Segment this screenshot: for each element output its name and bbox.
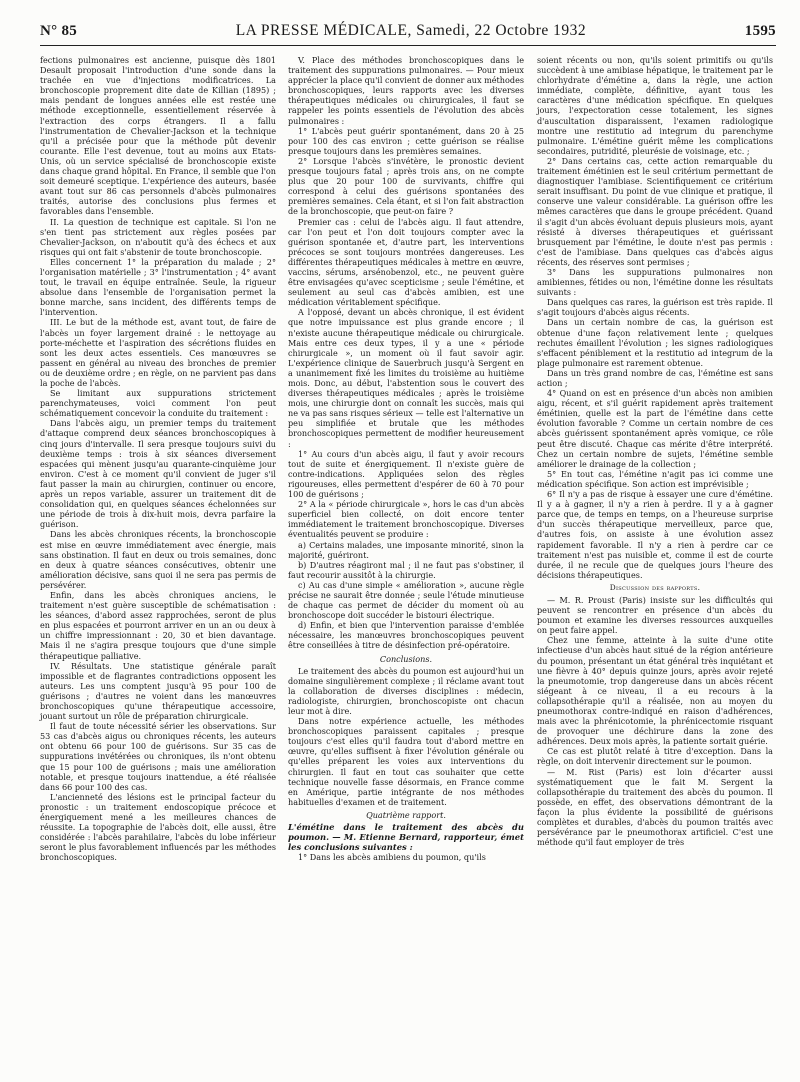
paragraph: Elles concernent 1° la préparation du malade ; 2° l'organisation matérielle ; 3° l'instrumentation ; 4° avant tout, le travail en équipe entraînée. Seule, la rigueur absolue dans l'ensemble de l'organisation permet la bonne marche, sans incident, des différents temps de l'intervention. [40,256,276,318]
paragraph: Se limitant aux suppurations strictement parenchymateuses, voici comment l'on peut schématiquement concevoir la conduite du traitement : [40,388,276,419]
paragraph: — M. R. Proust (Paris) insiste sur les difficultés qui peuvent se rencontrer en présence d'un abcès du poumon et examine les diverses ressources auxquelles on peut faire appel. [537,594,773,636]
paragraph: Il faut de toute nécessité sérier les observations. Sur 53 cas d'abcès aigus ou chroniques récents, les auteurs ont obtenu 66 pour 100 de guérisons. Sur 35 cas de suppurations invétérées ou chroniques, ils n'ont obtenu que 15 pour 100 de guérisons ; mais une amélioration notable, et presque toujours inattendue, a été réalisée dans 66 pour 100 des cas. [40,721,276,792]
paragraph: 2° Dans certains cas, cette action remarquable du traitement émétinien est le seul critérium permettant de diagnostiquer l'amibiase. Scientifiquement ce critérium serait insuffisant. Du point de vue clinique et pratique, il conserve une valeur considérable. La guérison offre les mêmes caractères que dans le groupe précédent. Quand il s'agit d'un abcès évoluant depuis plusieurs mois, ayant résisté à diverses thérapeutiques et guérissant brusquement par l'émétine, le doute n'est pas permis : c'est de l'amibiase. Dans quelques cas d'abcès aigus récents, des réserves sont permises ; [537,155,773,267]
paragraph: II. La question de technique est capitale. Si l'on ne s'en tient pas strictement aux règles posées par Chevalier-Jackson, on n'aboutit qu'à des échecs et aux risques qui ont fait s'abstenir de toute bronchoscopie. [40,216,276,257]
paragraph: 1° L'abcès peut guérir spontanément, dans 20 à 25 pour 100 des cas environ ; cette guérison se réalise presque toujours dans les premières semaines. [288,125,524,156]
paragraph: IV. Résultats. Une statistique générale paraît impossible et de flagrantes contradictions opposent les auteurs. Les uns comptent jusqu'à 95 pour 100 de guérisons ; d'autres ne voient dans les manœuvres bronchoscopiques qu'une thérapeutique accessoire, jouant surtout un rôle de préparation chirurgicale. [40,660,276,722]
paragraph: Dans un très grand nombre de cas, l'émétine est sans action ; [537,367,773,388]
paragraph: Enfin, dans les abcès chroniques anciens, le traitement n'est guère susceptible de schématisation : les séances, d'abord assez rapprochées, seront de plus en plus espacées et pourront arriver en un an ou deux à un chiffre impressionnant : 20, 30 et bien davantage. Mais il ne s'agira presque toujours que d'une simple thérapeutique palliative. [40,589,276,661]
header-rule [40,45,776,46]
paragraph: 6° Il n'y a pas de risque à essayer une cure d'émétine. Il y a à gagner, il n'y a rien à perdre. Il y a à gagner parce que, de temps en temps, on a l'heureuse surprise d'un succès thérapeutique merveilleux, parce que, d'autres fois, on assiste à une évolution assez rapidement favorable. Il n'y a rien à perdre car ce traitement n'est pas nuisible et, comme il est de courte durée, il ne recule que de quelques jours l'heure des décisions thérapeutiques. [537,489,773,580]
paragraph: 5° En tout cas, l'émétine n'agit pas ici comme une médication spécifique. Son action est imprévisible ; [537,468,773,489]
paragraph: Dans notre expérience actuelle, les méthodes bronchoscopiques paraissent capitales ; presque toujours c'est elles qu'il faudra tout d'abord mettre en œuvre, qu'elles suffisent à fixer l'évolution générale ou qu'elles préparent les voies aux interventions du chirurgien. Il faut en tout cas souhaiter que cette technique nouvelle fasse désormais, en France comme en Amérique, partie intégrante de nos méthodes habituelles d'examen et de traitement. [288,716,524,807]
paragraph: soient récents ou non, qu'ils soient primitifs ou qu'ils succèdent à une amibiase hépatique, le traitement par le chlorhydrate d'émétine a, dans la règle, une action immédiate, complète, définitive, ayant tous les caractères d'une médication spécifique. En quelques jours, l'expectoration cesse totalement, les signes d'auscultation disparaissent, l'examen radiologique montre une restitutio ad integrum du parenchyme pulmonaire. L'émétine guérit même les complications secondaires, putridité, pleurésie de voisinage, etc. ; [537,55,773,156]
paragraph: Dans un certain nombre de cas, la guérison est obtenue d'une façon relativement lente ; quelques rechutes émaillent l'évolution ; les signes radiologiques s'effacent péniblement et la restitutio ad integrum de la plage pulmonaire est rarement obtenue. [537,317,773,368]
paragraph: L'ancienneté des lésions est le principal facteur du pronostic : un traitement endoscopique précoce et énergiquement mené a les meilleures chances de réussite. La topographie de l'abcès doit, elle aussi, être considérée : l'abcès parahilaire, l'abcès du lobe inférieur seront le plus favorablement influencés par les méthodes bronchoscopiques. [40,791,276,863]
paragraph: 1° Dans les abcès amibiens du poumon, qu'ils [298,852,486,863]
paragraph: III. Le but de la méthode est, avant tout, de faire de l'abcès un foyer largement drainé : le nettoyage au porte-méchette et l'aspiration des sécrétions fluides en sont les deux actes essentiels. Ces manœuvres se passent en général au niveau des bronches de premier ou de deuxième ordre ; en règle, on ne parvient pas dans la poche de l'abcès. [40,317,276,388]
column-3 [537,55,773,847]
column-1 [40,55,276,863]
section-heading: Quatrième rapport. [366,809,446,820]
paragraph: Dans quelques cas rares, la guérison est très rapide. Il s'agit toujours d'abcès aigus récents. [537,297,773,318]
issue-number: N° 85 [40,23,78,39]
paragraph: Dans les abcès chroniques récents, la bronchoscopie est mise en œuvre immédiatement avec énergie, mais sans obstination. Il faut en deux ou trois semaines, donc en deux à quatre séances consécutives, obtenir une amélioration décisive, sans quoi il ne sera pas permis de persévérer. [40,529,276,590]
paragraph: — M. Rist (Paris) est loin d'écarter aussi systématiquement que le fait M. Sergent la collapsothérapie du traitement des abcès du poumon. Il possède, en effet, des observations démontrant de la façon la plus évidente la possibilité de guérisons complètes et durables, d'abcès du poumon traités avec persévérance par le pneumothorax artificiel. C'est une méthode qu'il faut employer de très [537,766,773,848]
paragraph: V. Place des méthodes bronchoscopiques dans le traitement des suppurations pulmonaires. — Pour mieux apprécier la place qu'il convient de donner aux méthodes bronchoscopiques, leurs rapports avec les diverses thérapeutiques médicales ou chirurgicales, il faut se rappeler les points essentiels de l'évolution des abcès pulmonaires : [288,55,525,126]
paragraph: Le traitement des abcès du poumon est aujourd'hui un domaine singulièrement complexe ; il réclame avant tout la collaboration de diverses disciplines : médecin, radiologiste, chirurgien, bronchoscopiste ont chacun leur mot à dire. [288,665,524,716]
journal-title: LA PRESSE MÉDICALE, Samedi, 22 Octobre 1932 [235,22,587,39]
paragraph: 2° A la « période chirurgicale », hors le cas d'un abcès superficiel bien collecté, on doit encore tenter immédiatement le traitement bronchoscopique. Diverses éventualités peuvent se produire : [288,499,524,540]
page-number: 1595 [744,23,776,39]
paragraph: 1° Au cours d'un abcès aigu, il faut y avoir recours tout de suite et énergiquement. Il n'existe guère de contre-indications. Appliquées selon des règles rigoureuses, elles permettent d'espérer de 60 à 70 pour 100 de guérisons ; [288,448,524,500]
paragraph: b) D'autres réagiront mal ; il ne faut pas s'obstiner, il faut recourir aussitôt à la chirurgie. [288,559,524,580]
paragraph: fections pulmonaires est ancienne, puisque dès 1801 Desault proposait l'introduction d'une sonde dans la trachée en vue d'injections modificatrices. La bronchoscopie proprement dite date de Killian (1895) ; mais pendant de longues années elle est restée une méthode exceptionnelle, essentiellement réservée à l'extraction des corps étrangers. Il a fallu l'instrumentation de Chevalier-Jackson et la technique qu'il a précisée pour que la méthode pût devenir courante. Elle l'est devenue, tout au moins aux Etats-Unis, où un service spécialisé de bronchoscopie existe dans chaque grand hôpital. En France, il semble que l'on soit demeuré sceptique. L'expérience des auteurs, basée avant tout sur 86 cas personnels d'abcès pulmonaires traités, autorise des conclusions plus fermes et favorables dans l'ensemble. [40,55,276,217]
paragraph: 2° Lorsque l'abcès s'invétère, le pronostic devient presque toujours fatal ; après trois ans, on ne compte plus que 20 pour 100 de survivants, chiffre qui correspond à celui des guérisons spontanées des premières semaines. Cela étant, et si l'on fait abstraction de la bronchoscopie, que peut-on faire ? [288,155,524,217]
paragraph: Chez une femme, atteinte à la suite d'une otite infectieuse d'un abcès haut situé de la région antérieure du poumon, présentant un état général très inquiétant et une fièvre à 40° depuis quinze jours, après avoir rejeté la pneumotomie, trop dangereuse dans un abcès récent siégeant à ce niveau, il a eu recours à la collapsothérapie qu'il a réalisée, non au moyen du pneumothorax contre-indiqué en raison d'adhérences, mais avec la phrénicotomie, la phrénicectomie risquant de provoquer une déchirure dans la zone des adhérences. Deux mois après, la patiente sortait guérie. [537,635,773,747]
report-title: L'émétine dans le traitement des abcès du poumon. — M. Etienne Bernard, rapporteur, émet les conclusions suivantes : [288,822,524,853]
paragraph: A l'opposé, devant un abcès chronique, il est évident que notre impuissance est plus grande encore ; il n'existe aucune thérapeutique médicale ou chirurgicale. Mais entre ces deux types, il y a une « période chirurgicale », un moment où il faut savoir agir. L'expérience clinique de Sauerbruch jusqu'à Sergent en a unanimement fixé les limites du troisième au huitième mois. Donc, au début, l'abstention sous le couvert des diverses thérapeutiques médicales ; après le troisième mois, une chirurgie dont on connaît les succès, mais qui ne va pas sans risques sérieux — telle est l'alternative un peu simplifiée et brutale que les méthodes bronchoscopiques permettent de modifier heureusement : [288,307,524,449]
column-2 [288,55,524,862]
paragraph: 3° Dans les suppurations pulmonaires non amibiennes, fétides ou non, l'émétine donne les résultats suivants : [537,266,773,298]
page-header [40,22,776,44]
paragraph: Dans l'abcès aigu, un premier temps du traitement d'attaque comprend deux séances bronchoscopiques à cinq jours d'intervalle. Il sera presque toujours suivi du deuxième temps : trois à six séances diversement espacées qui mènent jusqu'au quarante-cinquième jour environ. C'est à ce moment qu'il convient de juger s'il faut passer la main au chirurgien, continuer ou encore, après un repos variable, assurer un traitement dit de consolidation qui, en quelques séances échelonnées sur une période de trois à dix-huit mois, devra parfaire la guérison. [40,418,276,530]
paragraph: Ce cas est plutôt relaté à titre d'exception. Dans la règle, on doit intervenir directement sur le poumon. [537,746,773,767]
paragraph: d) Enfin, et bien que l'intervention paraisse d'emblée nécessaire, les manœuvres bronchoscopiques peuvent être conseillées à titre de désinfection pré-opératoire. [288,620,524,651]
paragraph: c) Au cas d'une simple « amélioration », aucune règle précise ne saurait être donnée ; seule l'étude minutieuse de chaque cas permet de décider du moment où au bronchoscope doit succéder le bistouri électrique. [288,579,524,621]
paragraph: 4° Quand on est en présence d'un abcès non amibien aigu, récent, et s'il guérit rapidement après traitement émétinien, quelle est la part de l'émétine dans cette évolution favorable ? Comme un certain nombre de ces abcès guérissent spontanément après vomique, ce rôle peut être discuté. Chaque cas mérite d'être interprété. Chez un certain nombre de sujets, l'émétine semble améliorer le drainage de la collection ; [537,388,773,469]
paragraph: a) Certains malades, une imposante minorité, sinon la majorité, guériront. [288,539,524,560]
section-heading: Conclusions. [379,653,433,664]
section-heading: Discussion des rapports. [609,582,701,592]
paragraph: Premier cas : celui de l'abcès aigu. Il faut attendre, car l'on peut et l'on doit toujours compter avec la guérison spontanée et, d'autre part, les interventions précoces se sont toujours montrées dangereuses. Les différentes thérapeutiques médicales à mettre en œuvre, vaccins, sérums, arsénobenzol, etc., ne peuvent guère être envisagées qu'avec scepticisme ; seule l'émétine, et seulement au seul cas d'abcès amibien, est une médication véritablement spécifique. [288,216,524,308]
